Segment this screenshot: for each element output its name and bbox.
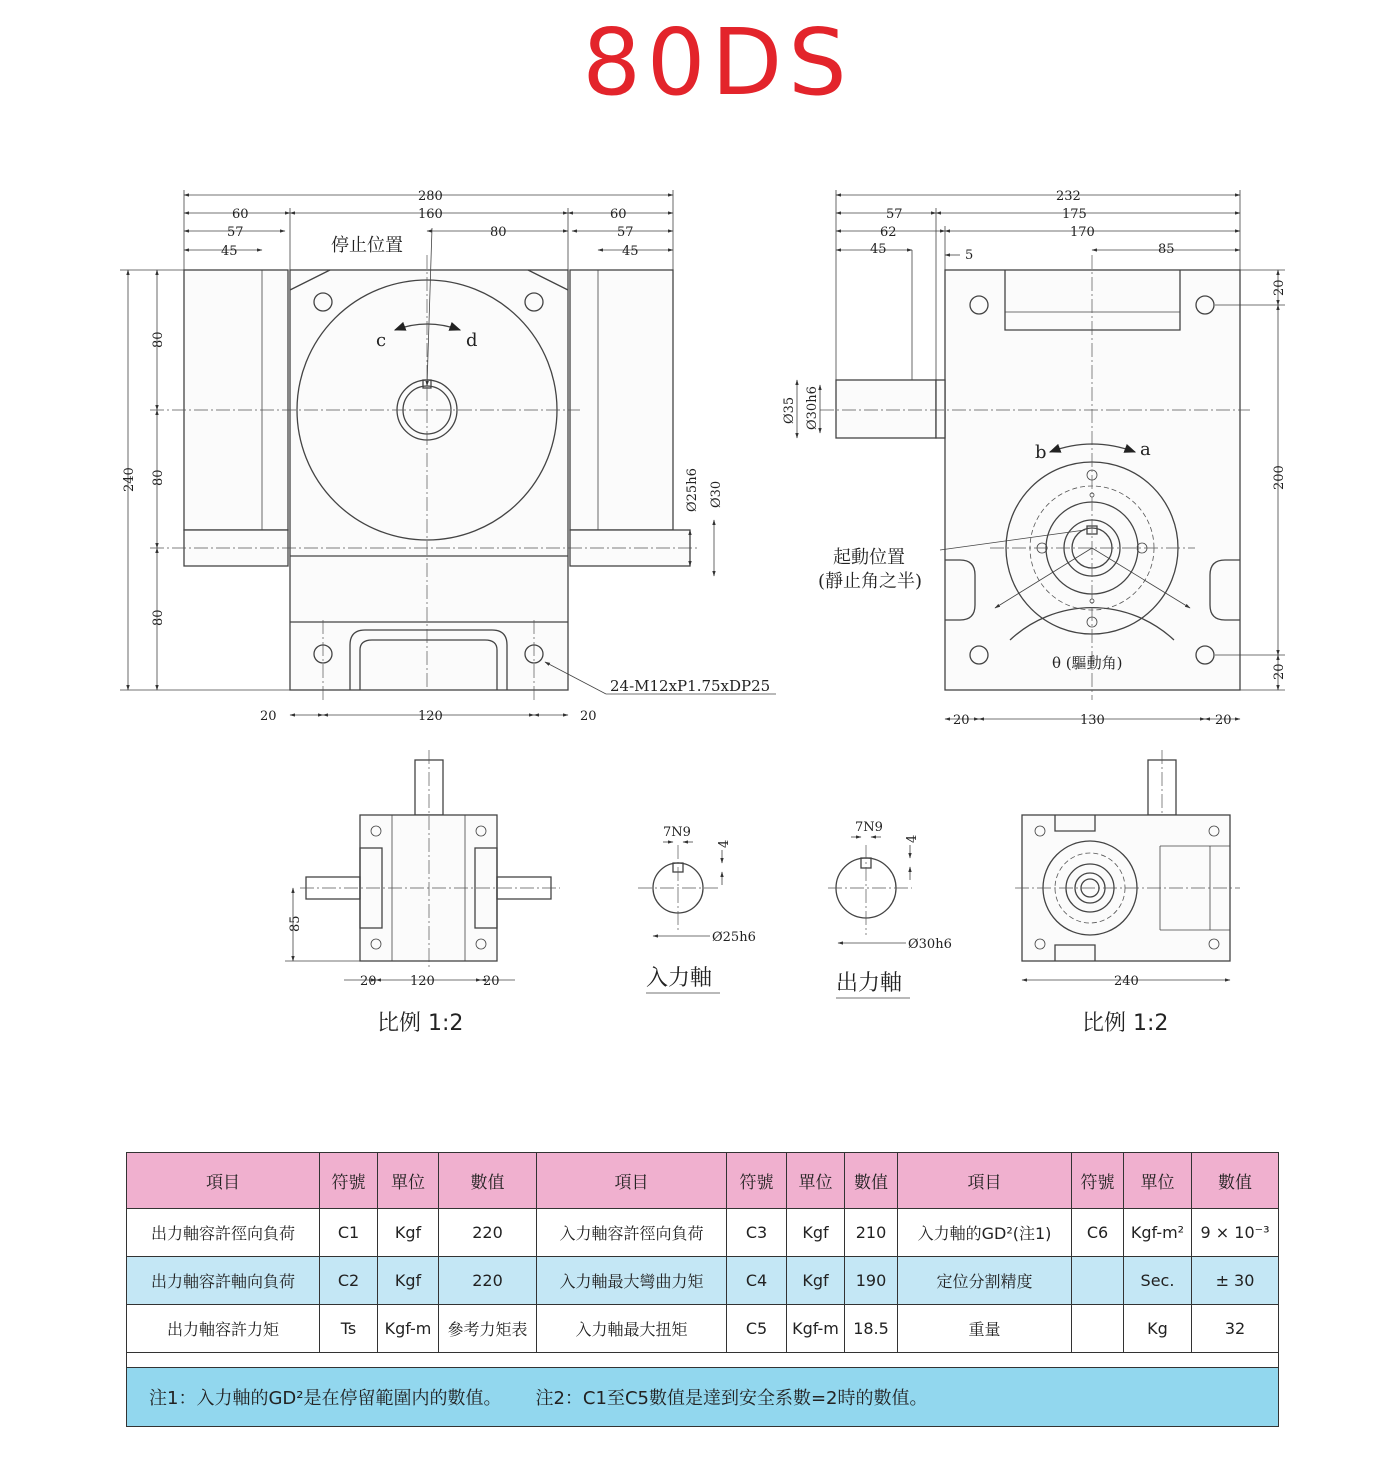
input-key-label: 7N9	[663, 825, 691, 840]
dim-170: 170	[1070, 225, 1095, 240]
input-depth-label: 4	[717, 839, 732, 848]
table-cell: 9 × 10⁻³	[1192, 1209, 1279, 1257]
direction-b-label: b	[1035, 442, 1047, 463]
dim-280: 280	[418, 189, 443, 204]
table-cell: 210	[845, 1209, 898, 1257]
dim-bottom-120: 120	[418, 709, 443, 724]
table-cell: 入力軸最大扭矩	[537, 1305, 727, 1353]
table-cell: 18.5	[845, 1305, 898, 1353]
table-cell: Ts	[320, 1305, 378, 1353]
header-cell: 數值	[845, 1153, 898, 1209]
table-cell: Sec.	[1124, 1257, 1192, 1305]
table-row	[127, 1305, 1279, 1353]
table-header-row	[127, 1153, 1279, 1209]
table-cell: 重量	[898, 1305, 1072, 1353]
header-cell: 單位	[1124, 1153, 1192, 1209]
dim-232: 232	[1056, 189, 1081, 204]
header-cell: 項目	[898, 1153, 1072, 1209]
scale-label-left: 比例 1:2	[377, 1011, 464, 1036]
dim-right-60: 60	[610, 207, 627, 222]
dim-side-bottom-20-right: 20	[1215, 713, 1232, 728]
table-cell: 220	[439, 1257, 537, 1305]
input-dia-label: Ø25h6	[712, 930, 756, 945]
table-cell: C1	[320, 1209, 378, 1257]
dim-side-bottom-20-left: 20	[953, 713, 970, 728]
dim-dia30: Ø30h6	[805, 386, 820, 430]
output-shaft-detail	[828, 820, 952, 998]
dim-45: 45	[870, 242, 887, 257]
output-key-label: 7N9	[855, 820, 883, 835]
table-cell: C5	[727, 1305, 787, 1353]
header-cell: 符號	[1072, 1153, 1124, 1209]
header-cell: 符號	[320, 1153, 378, 1209]
table-cell: 220	[439, 1209, 537, 1257]
header-cell: 項目	[537, 1153, 727, 1209]
spec-table	[126, 1152, 1279, 1427]
top-view	[285, 750, 560, 1036]
dim-rear-240: 240	[1114, 974, 1139, 989]
direction-d-label: d	[466, 330, 478, 351]
dim-top-120: 120	[410, 974, 435, 989]
table-cell: Kgf	[378, 1209, 439, 1257]
dim-left-57: 57	[227, 225, 244, 240]
table-cell: Kgf-m	[787, 1305, 845, 1353]
output-dia-label: Ø30h6	[908, 937, 952, 952]
table-cell: 出力軸容許徑向負荷	[127, 1209, 320, 1257]
header-cell: 單位	[787, 1153, 845, 1209]
table-cell: Kgf-m²	[1124, 1209, 1192, 1257]
dim-top-20-left: 20	[360, 974, 377, 989]
scale-label-right: 比例 1:2	[1082, 1011, 1169, 1036]
table-cell: 入力軸容許徑向負荷	[537, 1209, 727, 1257]
header-cell: 項目	[127, 1153, 320, 1209]
dim-right-45: 45	[622, 244, 639, 259]
table-cell	[1072, 1305, 1124, 1353]
table-cell: C3	[727, 1209, 787, 1257]
table-cell: Kgf	[787, 1209, 845, 1257]
header-cell: 數值	[1192, 1153, 1279, 1209]
dim-bottom-20-right: 20	[580, 709, 597, 724]
dim-80: 80	[490, 225, 507, 240]
front-view	[120, 189, 776, 724]
spacer-cell	[127, 1353, 1279, 1368]
start-position-label: 起動位置	[833, 547, 905, 568]
dim-shaft-dia: Ø25h6	[685, 468, 700, 512]
dim-130: 130	[1080, 713, 1105, 728]
dim-right-57: 57	[617, 225, 634, 240]
table-cell: 入力軸的GD²(注1)	[898, 1209, 1072, 1257]
dim-h1-80: 80	[151, 331, 166, 348]
side-view	[782, 189, 1287, 728]
table-cell: Kg	[1124, 1305, 1192, 1353]
table-cell: C6	[1072, 1209, 1124, 1257]
dim-160: 160	[418, 207, 443, 222]
table-cell: 32	[1192, 1305, 1279, 1353]
dim-bot-20: 20	[1272, 663, 1287, 680]
table-row	[127, 1257, 1279, 1305]
table-cell: 參考力矩表	[439, 1305, 537, 1353]
direction-a-label: a	[1140, 439, 1151, 460]
dim-85: 85	[1158, 242, 1175, 257]
dim-top-85: 85	[288, 915, 303, 932]
dim-top-20-right: 20	[483, 974, 500, 989]
start-position-note: (靜止角之半)	[818, 571, 923, 592]
table-row	[127, 1209, 1279, 1257]
dim-shaft-bore: Ø30	[709, 480, 724, 508]
table-cell: Kgf	[378, 1257, 439, 1305]
dim-62: 62	[880, 225, 897, 240]
table-cell: ± 30	[1192, 1257, 1279, 1305]
note-2: 注2：C1至C5數值是達到安全系數=2時的數值。	[535, 1388, 928, 1409]
notes-row	[127, 1368, 1279, 1427]
output-depth-label: 4	[905, 834, 920, 843]
table-cell: 190	[845, 1257, 898, 1305]
dim-h2-80: 80	[151, 469, 166, 486]
rear-view	[1015, 750, 1240, 1036]
dim-dia35: Ø35	[782, 396, 797, 424]
header-cell: 單位	[378, 1153, 439, 1209]
input-shaft-caption: 入力軸	[646, 966, 713, 991]
dim-57: 57	[886, 207, 903, 222]
direction-c-label: c	[376, 330, 387, 351]
output-shaft-caption: 出力軸	[836, 971, 903, 996]
table-cell: 出力軸容許力矩	[127, 1305, 320, 1353]
dim-5: 5	[965, 248, 974, 263]
notes-cell	[127, 1368, 1279, 1427]
dim-bottom-20-left: 20	[260, 709, 277, 724]
stop-position-label: 停止位置	[331, 235, 403, 256]
dim-left-60: 60	[232, 207, 249, 222]
tap-holes-label: 24-M12xP1.75xDP25	[610, 677, 771, 695]
table-cell: 出力軸容許軸向負荷	[127, 1257, 320, 1305]
input-shaft-detail	[638, 825, 756, 993]
dim-h3-80: 80	[151, 609, 166, 626]
dim-top-20: 20	[1272, 279, 1287, 296]
note-1: 注1：入力軸的GD²是在停留範圍内的數值。	[149, 1388, 502, 1409]
header-cell: 數值	[439, 1153, 537, 1209]
dim-240: 240	[122, 467, 137, 492]
drive-angle-label: θ (驅動角)	[1052, 654, 1123, 672]
table-cell: C4	[727, 1257, 787, 1305]
table-cell: C2	[320, 1257, 378, 1305]
table-cell: 入力軸最大彎曲力矩	[537, 1257, 727, 1305]
table-cell: 定位分割精度	[898, 1257, 1072, 1305]
dim-200: 200	[1272, 465, 1287, 490]
page-title: 80DS	[582, 9, 853, 116]
table-cell: Kgf	[787, 1257, 845, 1305]
table-cell: Kgf-m	[378, 1305, 439, 1353]
table-cell	[1072, 1257, 1124, 1305]
table-spacer-row	[127, 1353, 1279, 1368]
dim-left-45: 45	[221, 244, 238, 259]
header-cell: 符號	[727, 1153, 787, 1209]
dim-175: 175	[1062, 207, 1087, 222]
